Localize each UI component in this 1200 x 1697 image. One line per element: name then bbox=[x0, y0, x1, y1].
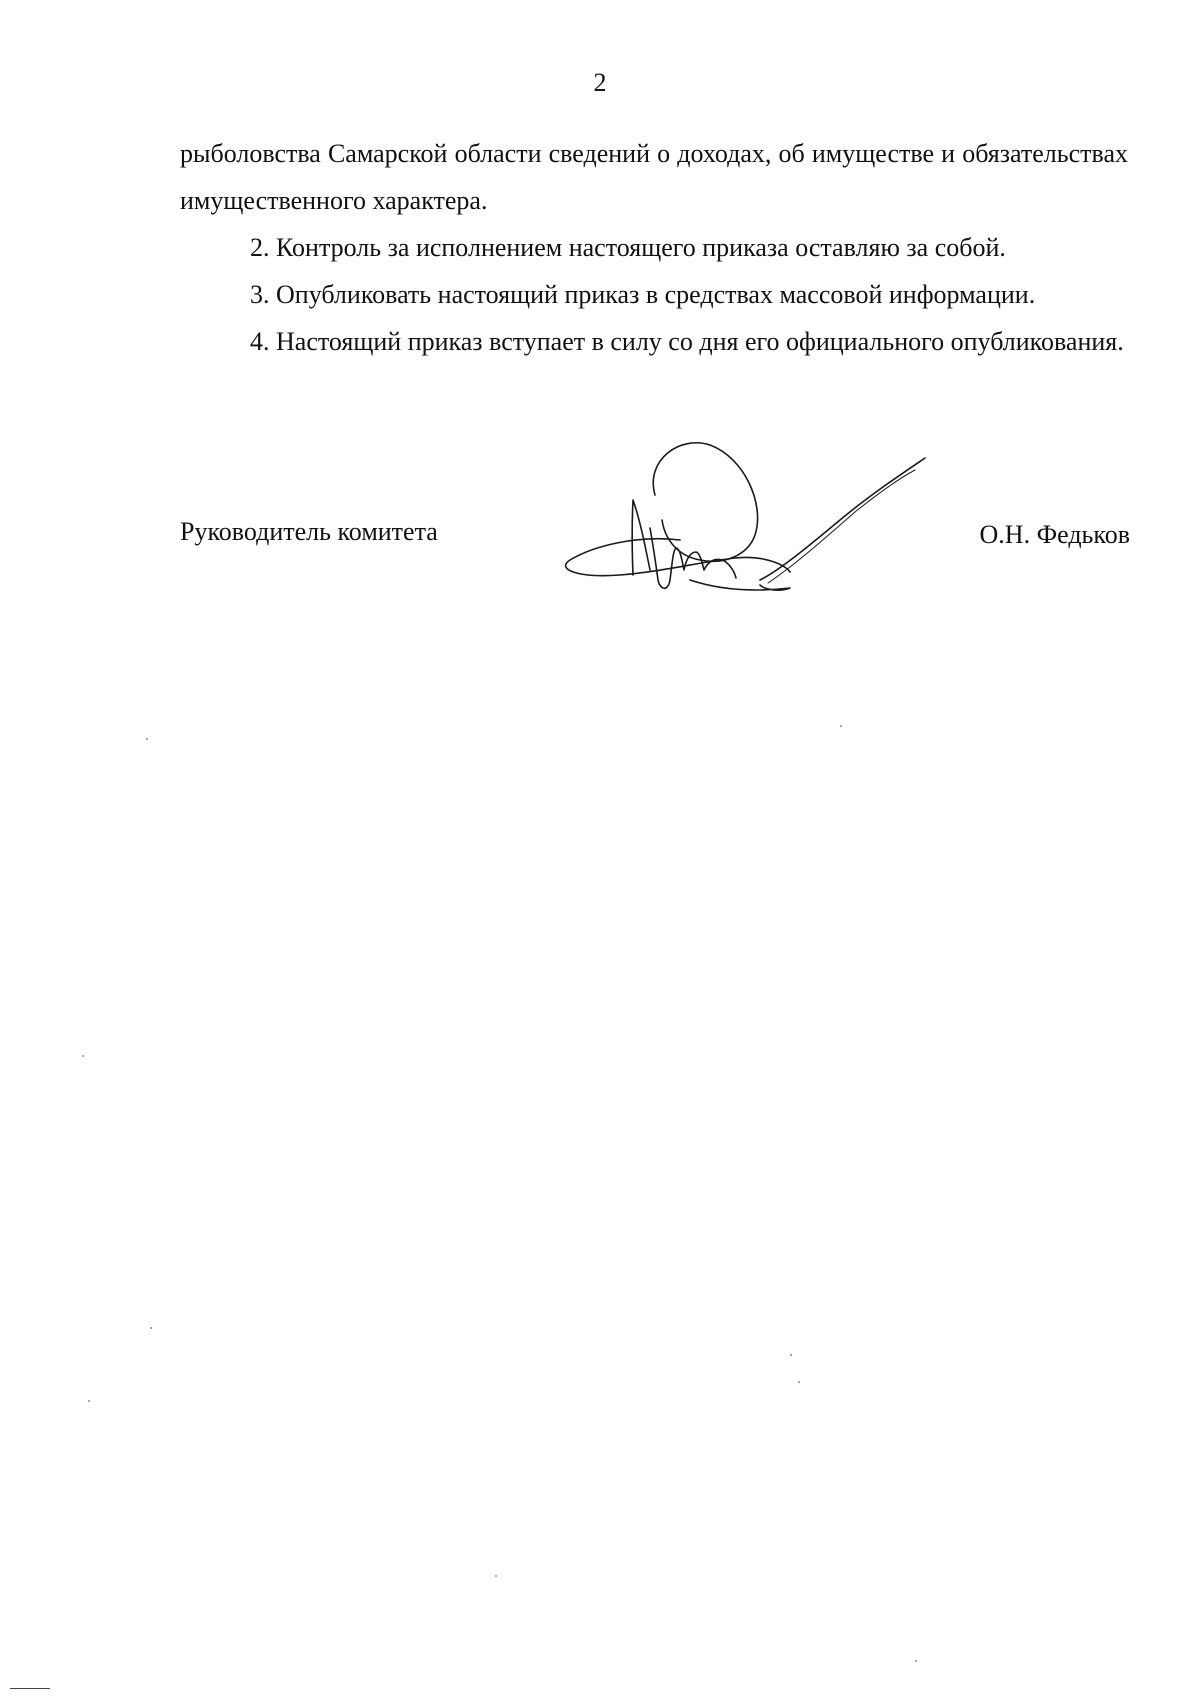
paragraph-item-3: 3. Опубликовать настоящий приказ в средствах массовой информации. bbox=[250, 280, 1036, 309]
scan-speck bbox=[150, 1327, 152, 1329]
scan-speck bbox=[798, 1381, 800, 1383]
paragraph-item-4: 4. Настоящий приказ вступает в силу со дня его официального опубликования. bbox=[250, 327, 1124, 356]
signer-role: Руководитель комитета bbox=[180, 517, 438, 546]
paragraph-item-2: 2. Контроль за исполнением настоящего приказа оставляю за собой. bbox=[250, 233, 1006, 262]
scan-speck bbox=[88, 1400, 90, 1402]
scan-speck bbox=[146, 738, 148, 740]
paragraph-continuation: рыболовства Самарской области сведений о доходах, об имуществе и обязательствах имущественного характера. bbox=[180, 139, 1128, 215]
signature-block bbox=[180, 440, 1130, 640]
scan-speck bbox=[82, 1055, 84, 1057]
scan-speck bbox=[495, 1575, 497, 1577]
scan-speck bbox=[915, 1660, 917, 1662]
scan-speck bbox=[790, 1354, 792, 1356]
scan-speck bbox=[840, 725, 842, 727]
signer-name: О.Н. Федьков bbox=[979, 520, 1130, 549]
handwritten-signature bbox=[550, 420, 950, 620]
page-number: 2 bbox=[593, 68, 607, 97]
document-body bbox=[180, 130, 1128, 365]
scan-edge-mark bbox=[10, 1688, 50, 1689]
